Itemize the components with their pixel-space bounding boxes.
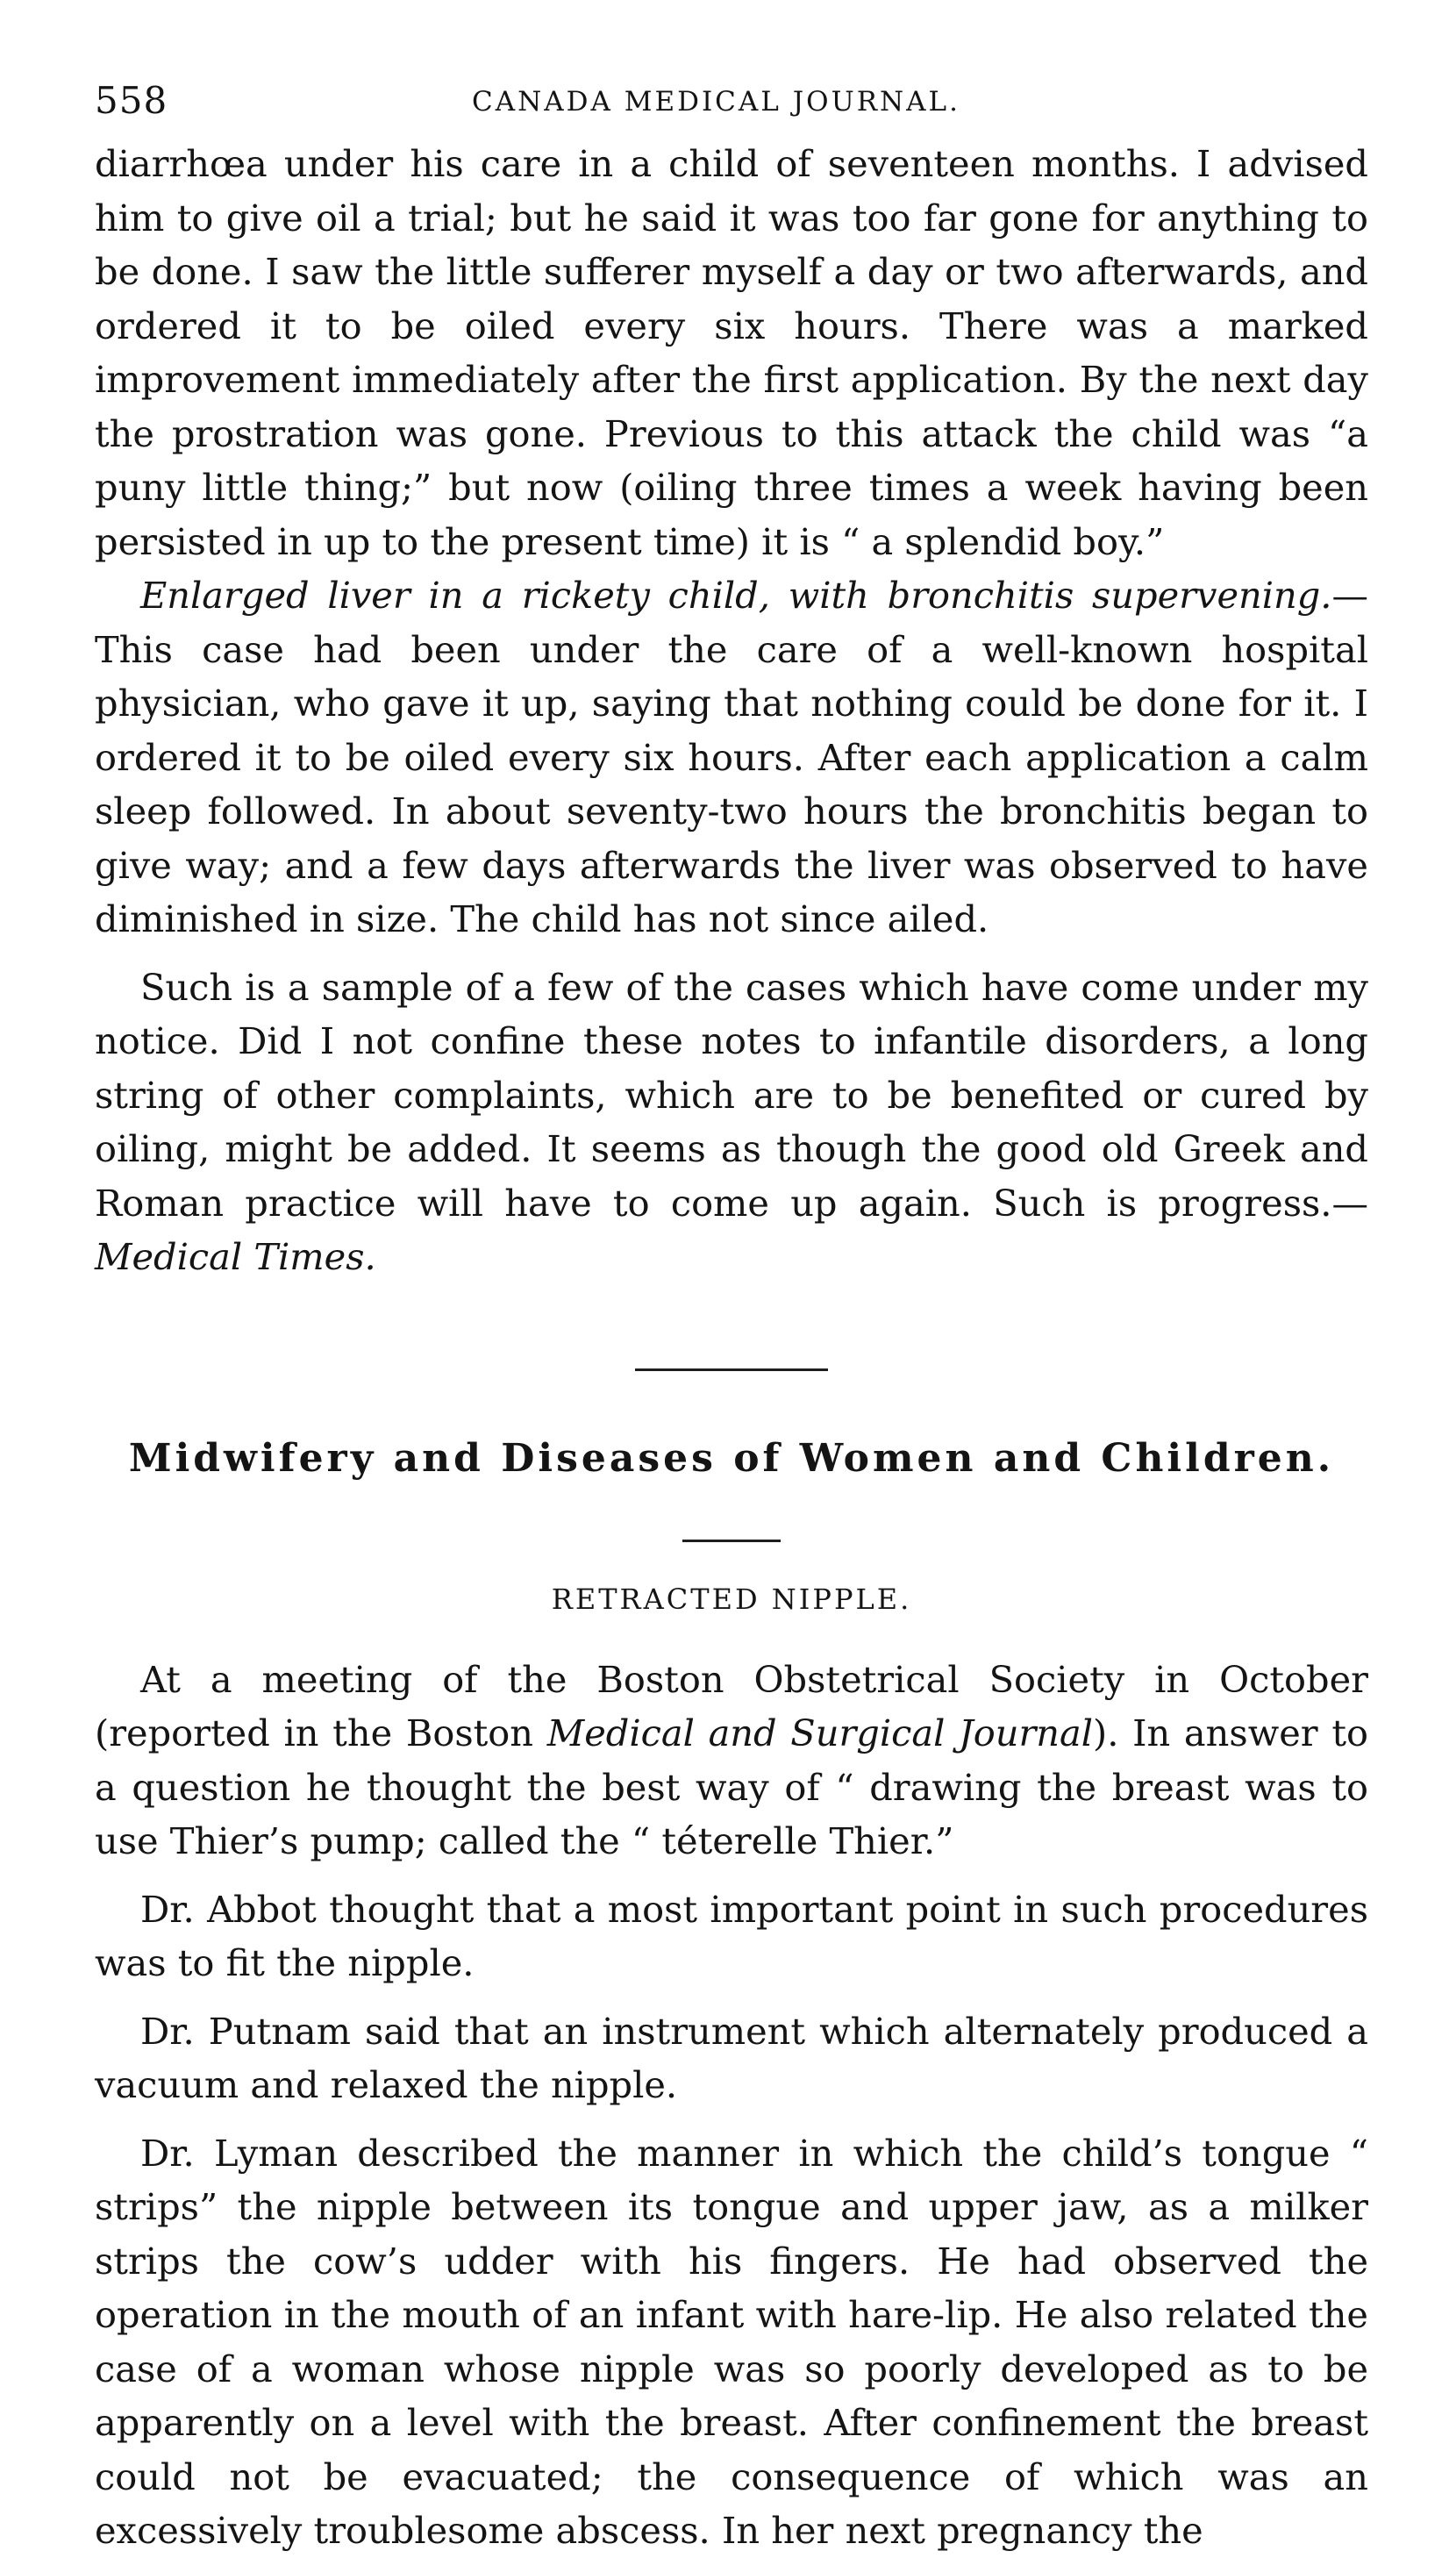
paragraph-dr-putnam: Dr. Putnam said that an instrument which alternately produced a vacuum and relaxed the nipple. xyxy=(95,2009,1368,2106)
article-title: RETRACTED NIPPLE. xyxy=(551,1582,912,1616)
section-underline xyxy=(682,1540,781,1542)
paragraph-dr-lyman: Dr. Lyman described the manner in which the child’s tongue “ strips” the nipple between its tongue and upper jaw, as a milker strips the cow’s udder with his fingers. He had observed the operation in the mouth of an infant with hare-lip. He also related the case of a woman whose nipple was so poorly developed as to be apparently on a level with the breast. After confinement the breast could not be evacuated; the consequence of which was an excessively troublesome abscess. In her next pregnancy the xyxy=(95,2131,1368,2552)
page-number: 558 xyxy=(95,79,168,122)
journal-name: Medical and Surgical Journal xyxy=(546,1711,1094,1754)
case-text: —This case had been under the care of a well-known hospital physician, who gave it up, saying that nothing could be done for it. I ordered it to be oiled every six hours. After each application a calm sleep followed. In about seventy-two hours the bronchitis began to give way; and a few days afterwards the liver was observed to have diminished in size. The child has not since ailed. xyxy=(95,574,1368,940)
source-citation: Medical Times. xyxy=(95,1235,376,1278)
paragraph-meeting-report xyxy=(95,1653,1368,1868)
paragraph-enlarged-liver-case xyxy=(95,568,1368,947)
section-divider xyxy=(635,1368,828,1371)
journal-title: CANADA MEDICAL JOURNAL. xyxy=(472,86,960,118)
meeting-text-start: At a meeting of the Boston Obstetrical Society in October (reported in the Boston xyxy=(95,1657,1368,1754)
running-head xyxy=(95,79,1368,132)
paragraph-dr-abbot: Dr. Abbot thought that a most important point in such procedures was to fit the nipple. xyxy=(95,1887,1368,1984)
paragraph-conclusion xyxy=(95,961,1368,1284)
paragraph-diarrhoea-case: diarrhœa under his care in a child of seventeen months. I advised him to give oil a trial; but he said it was too far gone for anything to be done. I saw the little sufferer myself a day or two afterwards, and ordered it to be oiled every six hours. There was a marked improvement immediately after the first application. By the next day the prostration was gone. Previous to this attack the child was “a puny little thing;” but now (oiling three times a week having been persisted in up to the present time) it is “ a splendid boy.” xyxy=(95,142,1368,563)
meeting-text-end: ). In answer to a question he thought the best way of “ drawing the breast was to use Thier’s pump; called the “ téterelle Thier.” xyxy=(95,1711,1368,1862)
case-heading: Enlarged liver in a rickety child, with bronchitis supervening. xyxy=(140,574,1332,617)
journal-page xyxy=(95,79,1368,2558)
section-heading: Midwifery and Diseases of Women and Children. xyxy=(128,1435,1335,1481)
conclusion-text: Such is a sample of a few of the cases which have come under my notice. Did I not confine these notes to infantile disorders, a long string of other complaints, which are to be benefited or cured by oiling, might be added. It seems as though the good old Greek and Roman practice will have to come up again. Such is progress.— xyxy=(95,965,1368,1225)
